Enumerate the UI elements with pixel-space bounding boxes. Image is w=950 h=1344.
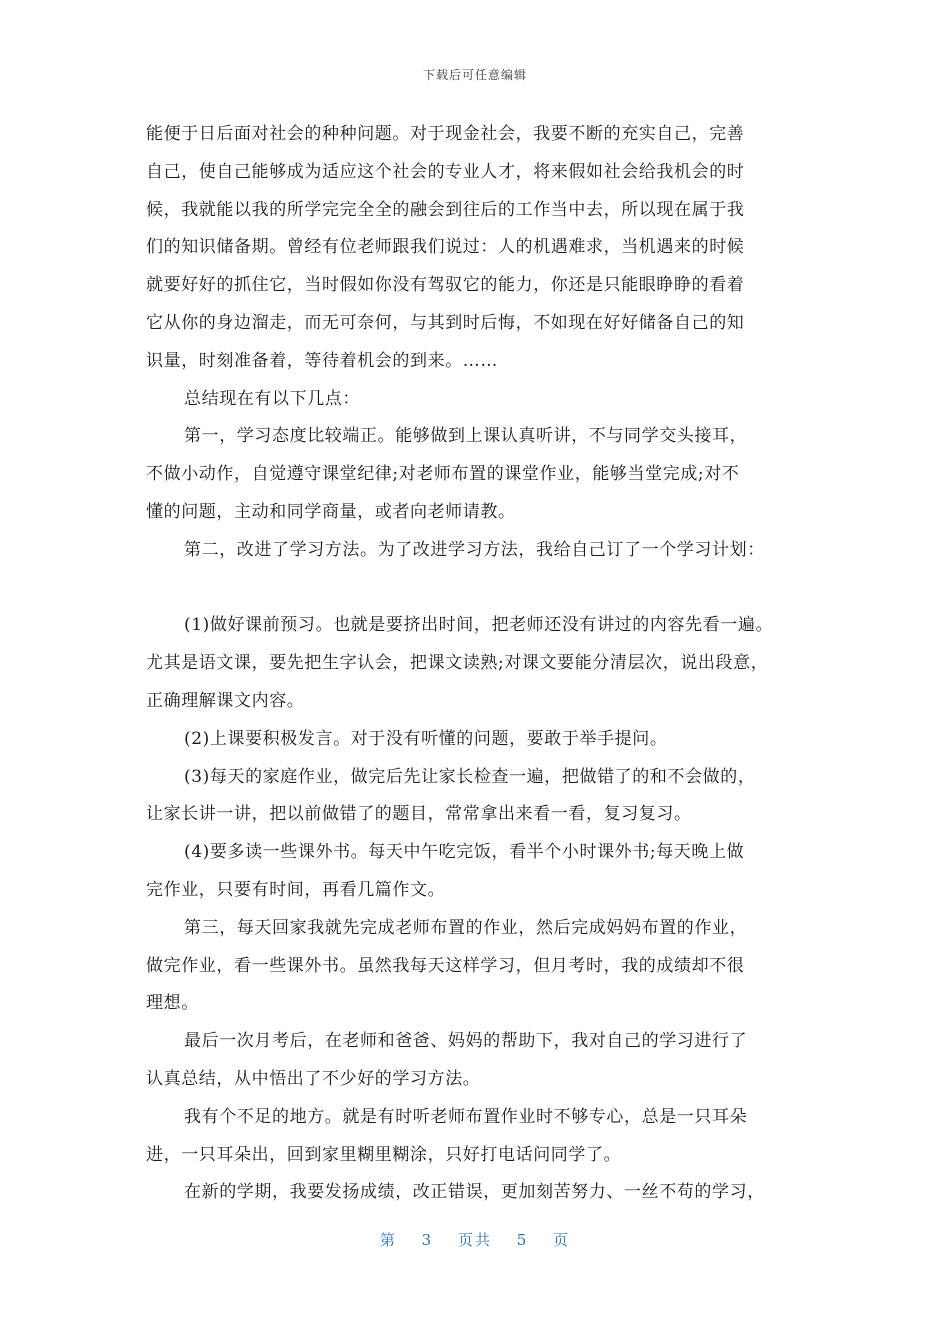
header-note: 下载后可任意编辑 xyxy=(422,68,527,82)
footer-total-pages: 5 xyxy=(516,1231,529,1249)
text-line: 就要好好的抓住它，当时假如你没有驾驭它的能力，你还是只能眼睁睁的看着 xyxy=(146,275,745,296)
text-line: 认真总结，从中悟出了不少好的学习方法。 xyxy=(146,1068,481,1089)
page-footer xyxy=(0,1229,950,1250)
text-line: (4)要多读一些课外书。每天中午吃完饭，看半个小时课外书;每天晚上做 xyxy=(184,842,745,863)
text-line: 不做小动作，自觉遵守课堂纪律;对老师布置的课堂作业，能够当堂完成;对不 xyxy=(146,464,740,485)
text-line: 识量，时刻准备着，等待着机会的到来。…… xyxy=(146,350,498,371)
text-line: 总结现在有以下几点： xyxy=(184,388,360,409)
text-line: 完作业，只要有时间，再看几篇作文。 xyxy=(146,879,446,900)
text-line: 理想。 xyxy=(146,993,199,1014)
paragraph-spacer xyxy=(146,570,816,608)
text-line: 尤其是语文课，要先把生字认会，把课文读熟;对课文要能分清层次，说出段意， xyxy=(146,653,769,674)
text-line: 在新的学期，我要发扬成绩，改正错误，更加刻苦努力、一丝不苟的学习， xyxy=(184,1182,765,1203)
text-line: 它从你的身边溜走，而无可奈何，与其到时后悔，不如现在好好储备自己的知 xyxy=(146,312,745,333)
text-line: 候，我就能以我的所学完完全全的融会到往后的工作当中去，所以现在属于我 xyxy=(146,199,745,220)
text-line: 我有个不足的地方。就是有时听老师布置作业时不够专心，总是一只耳朵 xyxy=(184,1106,748,1127)
text-line: 最后一次月考后，在老师和爸爸、妈妈的帮助下，我对自己的学习进行了 xyxy=(184,1031,748,1052)
text-line: 第三，每天回家我就先完成老师布置的作业，然后完成妈妈布置的作业， xyxy=(184,917,748,938)
text-line: 进，一只耳朵出，回到家里糊里糊涂，只好打电话问同学了。 xyxy=(146,1144,622,1165)
footer-di: 第 xyxy=(379,1231,397,1249)
text-line: 第二，改进了学习方法。为了改进学习方法，我给自己订了一个学习计划： xyxy=(184,539,765,560)
text-line: 正确理解课文内容。 xyxy=(146,690,305,711)
footer-ye: 页 xyxy=(553,1231,571,1249)
text-line: (2)上课要积极发言。对于没有听懂的问题，要敢于举手提问。 xyxy=(184,728,668,749)
text-line: 做完作业，看一些课外书。虽然我每天这样学习，但月考时，我的成绩却不很 xyxy=(146,955,745,976)
text-line: 懂的问题，主动和同学商量，或者向老师请教。 xyxy=(146,501,516,522)
text-line: (1)做好课前预习。也就是要挤出时间，把老师还没有讲过的内容先看一遍。 xyxy=(184,615,774,636)
document-body xyxy=(146,116,816,1212)
text-line: 能便于日后面对社会的种种问题。对于现金社会，我要不断的充实自己，完善 xyxy=(146,124,745,144)
footer-current-page: 3 xyxy=(421,1231,434,1249)
text-line: 第一，学习态度比较端正。能够做到上课认真听讲，不与同学交头接耳， xyxy=(184,426,748,447)
text-line: 让家长讲一讲，把以前做错了的题目，常常拿出来看一看，复习复习。 xyxy=(146,804,692,825)
text-line: 自己，使自己能够成为适应这个社会的专业人才，将来假如社会给我机会的时 xyxy=(146,161,745,182)
text-line: 们的知识储备期。曾经有位老师跟我们说过：人的机遇难求，当机遇来的时候 xyxy=(146,237,745,258)
footer-ye-gong: 页共 xyxy=(457,1231,492,1249)
text-line: (3)每天的家庭作业，做完后先让家长检查一遍，把做错了的和不会做的， xyxy=(184,766,756,787)
